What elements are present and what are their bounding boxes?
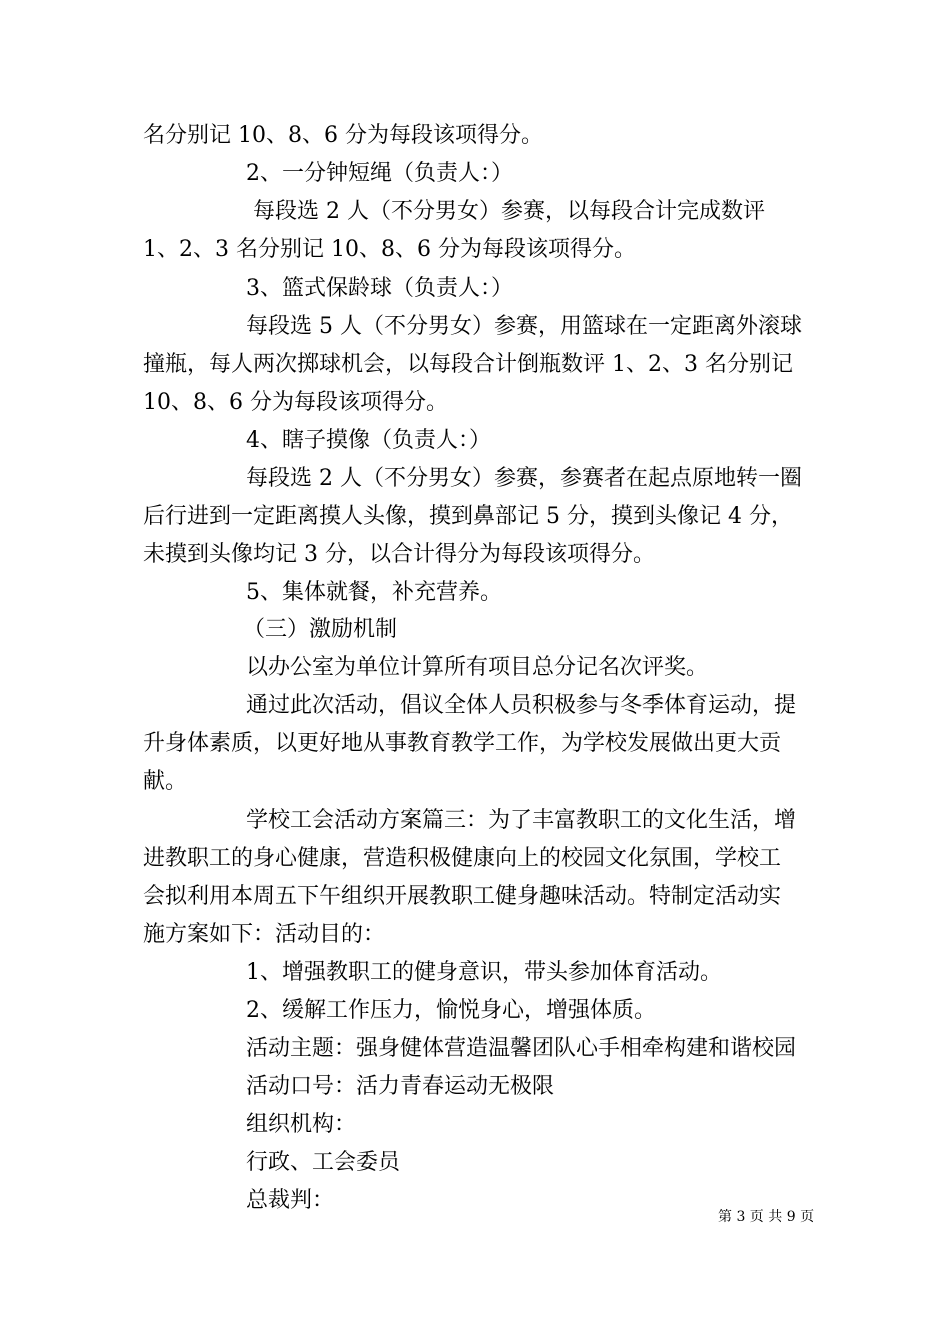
text-line: 以办公室为单位计算所有项目总分记名次评奖。 [246,655,709,680]
text-line: 每段选 2 人（不分男女）参赛，以每段合计完成数评 [253,199,765,224]
list-item: 1、增强教职工的健身意识，带头参加体育活动。 [246,960,722,985]
text-line: 每段选 2 人（不分男女）参赛，参赛者在起点原地转一圈 [246,466,802,491]
text-line: 活动口号：活力青春运动无极限 [246,1074,555,1099]
text-line: 后行进到一定距离摸人头像，摸到鼻部记 5 分，摸到头像记 4 分， [143,504,793,529]
text-line: 升身体素质，以更好地从事教育教学工作，为学校发展做出更大贡 [143,731,782,756]
text-line: 学校工会活动方案篇三：为了丰富教职工的文化生活，增 [246,808,797,833]
text-line: 组织机构： [246,1112,357,1137]
page-indicator: 第 3 页 共 9 页 [718,1209,815,1225]
text-line: 1、2、3 名分别记 10、8、6 分为每段该项得分。 [143,237,636,262]
text-line: 通过此次活动，倡议全体人员积极参与冬季体育运动，提 [246,693,797,718]
section-heading: （三）激励机制 [243,617,398,642]
text-line: 每段选 5 人（不分男女）参赛，用篮球在一定距离外滚球 [246,314,802,339]
text-line: 总裁判： [246,1188,335,1213]
text-line: 3、篮式保龄球（负责人：） [246,276,513,301]
text-line: 进教职工的身心健康，营造积极健康向上的校园文化氛围，学校工 [143,846,782,871]
text-line: 名分别记 10、8、6 分为每段该项得分。 [143,123,543,148]
text-line: 撞瓶，每人两次掷球机会，以每段合计倒瓶数评 1、2、3 名分别记 [143,352,793,377]
text-line: 10、8、6 分为每段该项得分。 [143,390,448,415]
text-line: 2、一分钟短绳（负责人：） [246,161,513,186]
text-line: 施方案如下：活动目的： [143,922,386,947]
text-line: 献。 [143,769,188,794]
text-line: 未摸到头像均记 3 分，以合计得分为每段该项得分。 [143,542,655,567]
text-line: 会拟利用本周五下午组织开展教职工健身趣味活动。特制定活动实 [143,884,782,909]
text-line: 5、集体就餐，补充营养。 [246,580,502,605]
text-line: 4、瞎子摸像（负责人：） [246,428,491,453]
list-item: 2、缓解工作压力，愉悦身心，增强体质。 [246,998,656,1023]
text-line: 活动主题：强身健体营造温馨团队心手相牵构建和谐校园 [246,1036,797,1061]
text-line: 行政、工会委员 [246,1150,401,1175]
